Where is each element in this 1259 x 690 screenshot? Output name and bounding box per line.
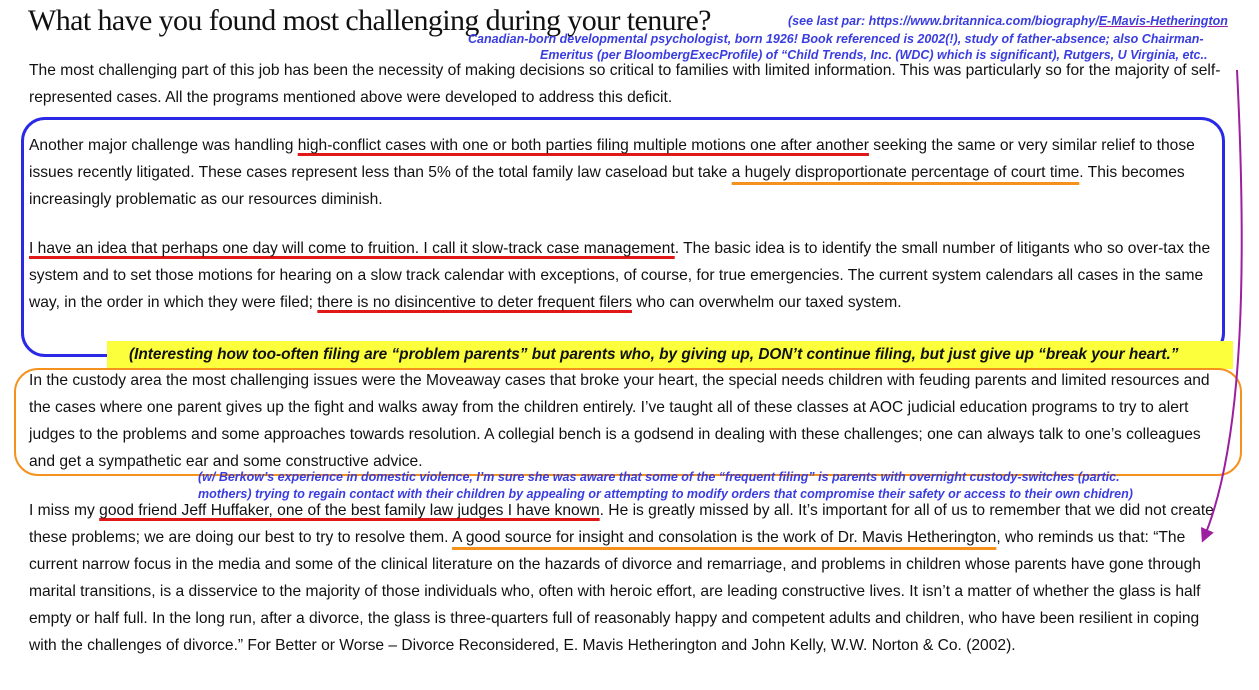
- underline-high-conflict: high-conflict cases with one or both parties filing multiple motions one after another: [297, 137, 869, 154]
- p2-text-c: seeking the same or very similar relief to those issues recently litigated. These cases represent less than 5% of the total family law caseload but take: [29, 137, 1195, 181]
- annotation-source-line2: Canadian-born developmental psychologist, born 1926! Book referenced is 2002(!), study of father-absence; also Chairman-: [468, 32, 1204, 46]
- p3-text-e: who can overwhelm our taxed system.: [632, 294, 902, 311]
- underline-slow-track: I have an idea that perhaps one day will come to fruition. I call it slow-track case management: [29, 240, 675, 257]
- yellow-annotation: (Interesting how too-often filing are “problem parents” but parents who, by giving up, DON’t continue filing, but just give up “break your heart.”: [107, 341, 1233, 369]
- paragraph-high-conflict: [29, 132, 1217, 213]
- p2-text-e: . This becomes increasingly problematic as our resources diminish.: [29, 164, 1185, 208]
- p3-text-c: ;: [308, 294, 318, 311]
- annotation-domestic-violence-line1: (w/ Berkow’s experience in domestic violence, I’m sure she was aware that some of the “frequent filing” is parents with overnight custody-switches (partic.: [198, 470, 1120, 484]
- paragraph-deficit: The most challenging part of this job has been the necessity of making decisions so critical to families with limited information. This was particularly so for the majority of self-represented cases. All the programs mentioned above were developed to address this deficit.: [29, 62, 1221, 106]
- annotation-source-prefix: (see last par: https://www.britannica.com/biography/: [788, 14, 1099, 28]
- p3-text-b: . The basic idea is to identify the small number of litigants who so over-tax the system and to set those motions for hearing on a slow track calendar with exceptions, of course, for true emergencies. The current system calendars all cases in the same way, in the order in which they were filed: [29, 240, 1211, 311]
- underline-disproportionate: a hugely disproportionate percentage of court time: [731, 164, 1080, 181]
- paragraph-custody: In the custody area the most challenging issues were the Moveaway cases that broke your heart, the special needs children with feuding parents and limited resources and the cases where one parent gives up the fight and walks away from the children entirely. I’ve taught all of these classes at AOC judicial education programs to try to alert judges to the problems and some approaches towards resolution. A collegial bench is a godsend in dealing with these challenges; one can always talk to one’s colleagues and get a sympathetic ear and some constructive advice.: [29, 372, 1210, 470]
- underline-jeff-huffaker: good friend Jeff Huffaker, one of the best family law judges I have known: [99, 502, 600, 519]
- p2-text-a: Another major challenge was handling: [29, 137, 298, 154]
- annotation-source-line3: Emeritus (per BloombergExecProfile) of “Child Trends, Inc. (WDC) which is significant), Rutgers, U Virginia, etc..: [540, 48, 1208, 62]
- paragraph-slow-track: [29, 235, 1219, 316]
- page-heading: What have you found most challenging during your tenure?: [28, 4, 711, 37]
- p5-text-e: , who reminds us that: “The current narrow focus in the media and some of the clinical literature on the hazards of divorce and remarriage, and problems in children whose parents have gone through marital transitions, is a disservice to the majority of those individuals who, often with heroic effort, are leading constructive lives. It isn’t a matter of whether the glass is half empty or half full. In the long run, after a divorce, the glass is three-quarters full of reasonably happy and competent adults and children, who have been resilient in coping with the challenges of divorce.” For Better or Worse – Divorce Reconsidered, E. Mavis Hetherington and John Kelly, W.W. Norton & Co. (2002).: [29, 529, 1201, 654]
- paragraph-hetherington: [29, 497, 1229, 659]
- annotation-source-link[interactable]: E-Mavis-Hetherington: [1098, 14, 1228, 28]
- p5-text-c: . He is greatly missed by all. It’s important for all of us to remember that we did not create these problems; we are doing our best to try to resolve them.: [29, 502, 1214, 546]
- annotation-domestic-violence-line2: mothers) trying to regain contact with their children by appealing or attempting to modify orders that compromise their safety or access to their own chidren): [198, 487, 1133, 501]
- p5-text-a: I miss my: [29, 502, 100, 519]
- underline-frequent-filers: there is no disincentive to deter frequent filers: [317, 294, 632, 311]
- annotation-source-line1: [788, 14, 1228, 29]
- underline-good-source: A good source for insight and consolation is the work of Dr. Mavis Hetherington: [451, 529, 997, 546]
